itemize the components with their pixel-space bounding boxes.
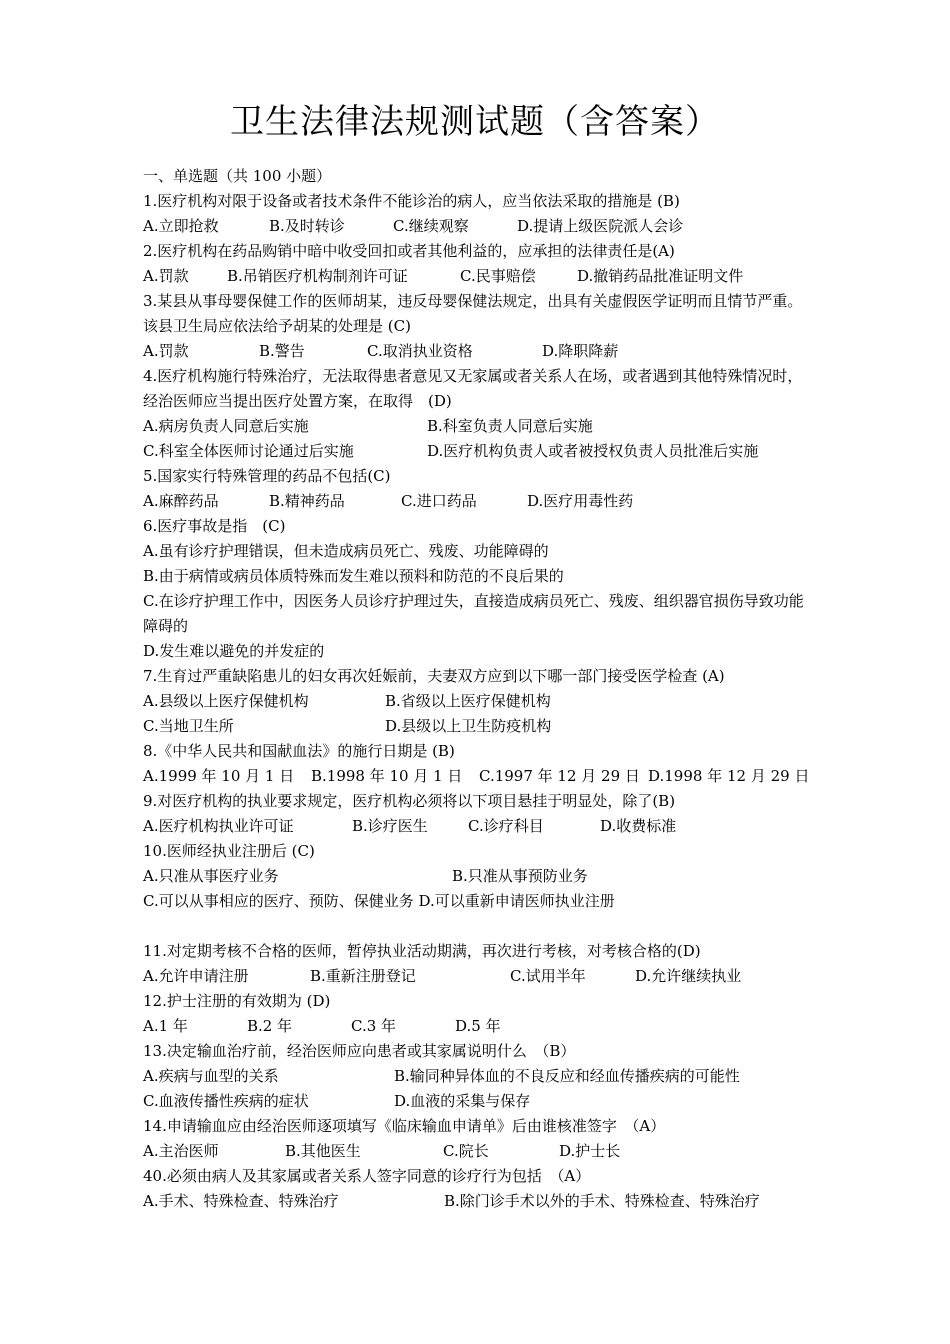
- option: C.在诊疗护理工作中，因医务人员诊疗护理过失，直接造成病员死亡、残废、组织器官损伤导致功能障碍的: [143, 592, 804, 635]
- option-row: [143, 889, 813, 914]
- option: C.科室全体医师讨论通过后实施: [143, 442, 354, 460]
- option-row: [143, 264, 813, 289]
- option-row: [143, 689, 813, 714]
- option: C.试用半年: [510, 967, 586, 985]
- question-stem: 2.医疗机构在药品购销中暗中收受回扣或者其他利益的，应承担的法律责任是(A): [143, 242, 675, 260]
- option-row: [143, 1014, 813, 1039]
- option: C.1997 年 12 月 29 日: [479, 767, 640, 785]
- option: B.2 年: [247, 1017, 293, 1035]
- question-stem: 7.生育过严重缺陷患儿的妇女再次妊娠前，夫妻双方应到以下哪一部门接受医学检查 (A): [143, 667, 725, 685]
- option: B.精神药品: [269, 492, 345, 510]
- option: D.血液的采集与保存: [394, 1092, 531, 1110]
- option: D.收费标准: [600, 817, 677, 835]
- question-stem: 5.国家实行特殊管理的药品不包括(C): [143, 467, 391, 485]
- option: D.县级以上卫生防疫机构: [385, 717, 552, 735]
- option-row: [143, 339, 813, 364]
- option-row: [143, 814, 813, 839]
- option: C.可以从事相应的医疗、预防、保健业务: [143, 892, 414, 910]
- option: B.警告: [259, 342, 305, 360]
- option: A.1999 年 10 月 1 日: [143, 767, 295, 785]
- option-row: [143, 964, 813, 989]
- option: D.提请上级医院派人会诊: [517, 217, 684, 235]
- option: B.省级以上医疗保健机构: [385, 692, 551, 710]
- question-stem: 40.必须由病人及其家属或者关系人签字同意的诊疗行为包括 （A）: [143, 1167, 591, 1185]
- option: C.当地卫生所: [143, 717, 234, 735]
- option: A.医疗机构执业许可证: [143, 817, 294, 835]
- question-stem: 1.医疗机构对限于设备或者技术条件不能诊治的病人，应当依法采取的措施是 (B): [143, 192, 680, 210]
- question-stem: 4.医疗机构施行特殊治疗，无法取得患者意见又无家属或者关系人在场，或者遇到其他特殊情况时，经治医师应当提出医疗处置方案，在取得 (D): [143, 367, 803, 410]
- option: B.及时转诊: [269, 217, 345, 235]
- option-row: [143, 714, 813, 739]
- option-row: [143, 1139, 813, 1164]
- option: A.罚款: [143, 342, 189, 360]
- option: D.允许继续执业: [635, 967, 742, 985]
- option: D.发生难以避免的并发症的: [143, 642, 325, 660]
- question-stem: 10.医师经执业注册后 (C): [143, 842, 315, 860]
- question-stem: 12.护士注册的有效期为 (D): [143, 992, 331, 1010]
- option: A.罚款: [143, 267, 189, 285]
- question-stem: 11.对定期考核不合格的医师，暂停执业活动期满，再次进行考核，对考核合格的(D): [143, 942, 701, 960]
- option: D.5 年: [455, 1017, 501, 1035]
- option-row: [143, 764, 813, 789]
- option: D.降职降薪: [542, 342, 619, 360]
- page-title: 卫生法律法规测试题（含答案）: [230, 102, 720, 142]
- question-stem: 13.决定输血治疗前，经治医师应向患者或其家属说明什么 （B）: [143, 1042, 576, 1060]
- option: C.进口药品: [401, 492, 477, 510]
- option: B.除门诊手术以外的手术、特殊检查、特殊治疗: [444, 1192, 760, 1210]
- option-row: [143, 214, 813, 239]
- option: B.输同种异体血的不良反应和经血传播疾病的可能性: [394, 1067, 740, 1085]
- option-row: [143, 1064, 813, 1089]
- option: A.立即抢救: [143, 217, 219, 235]
- option-row: [143, 1089, 813, 1114]
- option: A.县级以上医疗保健机构: [143, 692, 309, 710]
- option: C.院长: [443, 1142, 489, 1160]
- option: A.手术、特殊检查、特殊治疗: [143, 1192, 339, 1210]
- option: C.取消执业资格: [367, 342, 473, 360]
- question-list: [143, 164, 813, 1214]
- option: C.3 年: [351, 1017, 397, 1035]
- option: A.麻醉药品: [143, 492, 219, 510]
- option: A.只准从事医疗业务: [143, 867, 279, 885]
- option: A.允许申请注册: [143, 967, 249, 985]
- option: D.撤销药品批准证明文件: [577, 267, 744, 285]
- option: B.诊疗医生: [352, 817, 428, 835]
- option: B.吊销医疗机构制剂许可证: [227, 267, 408, 285]
- option: C.诊疗科目: [468, 817, 544, 835]
- option: B.只准从事预防业务: [452, 867, 588, 885]
- option: D.医疗机构负责人或者被授权负责人员批准后实施: [427, 442, 759, 460]
- blank-line: [143, 914, 813, 939]
- option: B.重新注册登记: [310, 967, 416, 985]
- option: B.科室负责人同意后实施: [427, 417, 593, 435]
- question-stem: 8.《中华人民共和国献血法》的施行日期是 (B): [143, 742, 455, 760]
- section-heading: 一、单选题（共 100 小题）: [143, 167, 332, 185]
- option-row: [143, 414, 813, 439]
- option-row: [143, 1189, 813, 1214]
- option: B.由于病情或病员体质特殊而发生难以预料和防范的不良后果的: [143, 567, 564, 585]
- option: A.疾病与血型的关系: [143, 1067, 279, 1085]
- option: C.血液传播性疾病的症状: [143, 1092, 309, 1110]
- option: C.继续观察: [393, 217, 469, 235]
- question-stem: 9.对医疗机构的执业要求规定，医疗机构必须将以下项目悬挂于明显处，除了(B): [143, 792, 676, 810]
- question-stem: 3.某县从事母婴保健工作的医师胡某，违反母婴保健法规定，出具有关虚假医学证明而且情节严重。该县卫生局应依法给予胡某的处理是 (C): [143, 292, 803, 335]
- option: C.民事赔偿: [460, 267, 536, 285]
- option: A.病房负责人同意后实施: [143, 417, 309, 435]
- option: A.虽有诊疗护理错误，但未造成病员死亡、残废、功能障碍的: [143, 542, 549, 560]
- option: D.护士长: [559, 1142, 621, 1160]
- option: A.1 年: [143, 1017, 188, 1035]
- option-row: [143, 439, 813, 464]
- option: D.1998 年 12 月 29 日: [648, 767, 810, 785]
- option: B.1998 年 10 月 1 日: [311, 767, 463, 785]
- question-stem: 14.申请输血应由经治医师逐项填写《临床输血申请单》后由谁核准签字 （A）: [143, 1117, 666, 1135]
- option: A.主治医师: [143, 1142, 219, 1160]
- option: D.医疗用毒性药: [527, 492, 634, 510]
- option: D.可以重新申请医师执业注册: [418, 892, 615, 910]
- question-stem: 6.医疗事故是指 (C): [143, 517, 286, 535]
- option-row: [143, 489, 813, 514]
- option: B.其他医生: [285, 1142, 361, 1160]
- option-row: [143, 864, 813, 889]
